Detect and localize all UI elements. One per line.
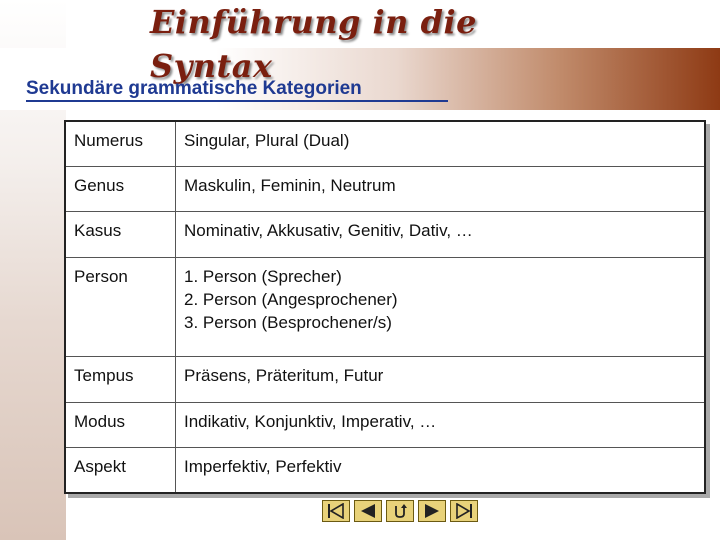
- category-name-cell: Person: [65, 257, 176, 357]
- category-values-cell: [176, 212, 706, 257]
- category-table: [64, 120, 706, 494]
- category-value-line: Nominativ, Akkusativ, Genitiv, Dativ, …: [184, 221, 473, 241]
- category-name-cell: Aspekt: [65, 447, 176, 493]
- category-value-line: 2. Person (Angesprochener): [184, 289, 398, 309]
- table-row: [65, 402, 705, 447]
- category-values-cell: [176, 447, 706, 493]
- previous-slide-icon: [358, 503, 378, 519]
- category-value-line: Präsens, Präteritum, Futur: [184, 366, 384, 386]
- table-row: [65, 167, 705, 212]
- table-row: [65, 257, 705, 357]
- table-row: [65, 212, 705, 257]
- category-values-cell: [176, 257, 706, 357]
- next-slide-icon: [422, 503, 442, 519]
- category-name-cell: Kasus: [65, 212, 176, 257]
- slide-navigation: [322, 500, 478, 522]
- category-name-cell: Numerus: [65, 121, 176, 167]
- next-slide-button[interactable]: [418, 500, 446, 522]
- category-values-cell: [176, 357, 706, 402]
- heading-underline: [26, 100, 448, 102]
- category-value-line: Maskulin, Feminin, Neutrum: [184, 176, 396, 196]
- category-name-cell: Genus: [65, 167, 176, 212]
- return-button[interactable]: [386, 500, 414, 522]
- category-values-cell: [176, 402, 706, 447]
- last-slide-icon: [454, 503, 474, 519]
- category-name-cell: Modus: [65, 402, 176, 447]
- return-icon: [390, 503, 410, 519]
- category-values-cell: [176, 167, 706, 212]
- table-row: [65, 447, 705, 493]
- first-slide-icon: [326, 503, 346, 519]
- first-slide-button[interactable]: [322, 500, 350, 522]
- category-value-line: Imperfektiv, Perfektiv: [184, 456, 342, 476]
- category-value-line: 3. Person (Besprochener/s): [184, 312, 392, 332]
- category-value-line: Indikativ, Konjunktiv, Imperativ, …: [184, 411, 437, 431]
- category-name-cell: Tempus: [65, 357, 176, 402]
- table-row: [65, 121, 705, 167]
- last-slide-button[interactable]: [450, 500, 478, 522]
- table-row: [65, 357, 705, 402]
- logo-title: Einführung in die Syntax: [150, 3, 477, 85]
- slide-heading: Sekundäre grammatische Kategorien: [26, 78, 362, 99]
- category-values-cell: [176, 121, 706, 167]
- category-value-line: 1. Person (Sprecher): [184, 266, 342, 286]
- previous-slide-button[interactable]: [354, 500, 382, 522]
- category-value-line: Singular, Plural (Dual): [184, 131, 350, 150]
